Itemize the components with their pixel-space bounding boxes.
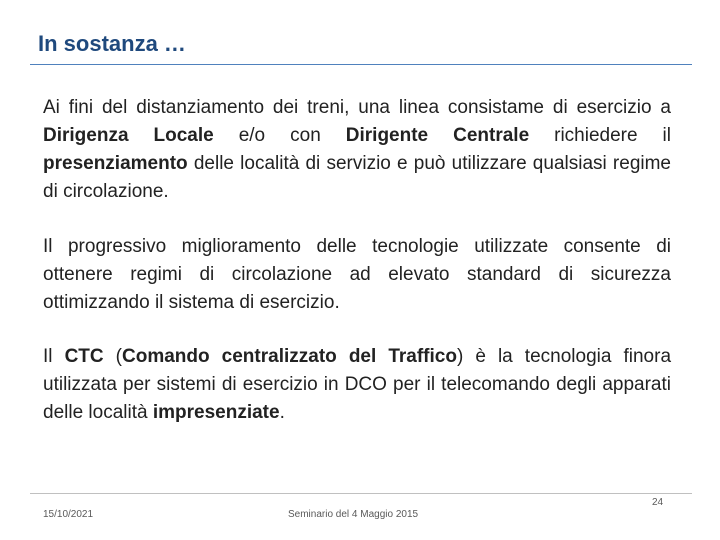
footer-center-text: Seminario del 4 Maggio 2015 — [288, 509, 419, 520]
paragraph-3 — [43, 343, 671, 427]
paragraph-2 — [43, 233, 671, 317]
bold-text-run: Comando centralizzato del Traffico — [122, 346, 457, 367]
slide-title: In sostanza … — [38, 31, 186, 56]
bold-text-run: impresenziate — [152, 402, 280, 423]
text-run: . — [279, 402, 285, 423]
bold-text-run: CTC — [64, 346, 104, 367]
text-run: Il — [43, 346, 65, 367]
text-run: Il progressivo miglioramento delle tecnologie utilizzate consente di ottenere regimi di circolazione ad elevato standard di sicurezza ottimizzando il sistema di esercizio. — [43, 236, 671, 313]
text-run: Ai fini del distanziamento dei treni, una linea consistame di esercizio a — [43, 97, 671, 118]
text-run: richiedere il — [529, 125, 672, 146]
footer-date: 15/10/2021 — [43, 509, 94, 520]
bold-text-run: Dirigenza Locale — [43, 125, 214, 146]
title-divider — [30, 64, 692, 65]
text-run: delle località di servizio e può utilizzare qualsiasi regime di circolazione. — [43, 153, 671, 202]
paragraph-1 — [43, 94, 671, 206]
text-run: ( — [103, 346, 123, 367]
page-number: 24 — [652, 497, 664, 508]
footer-divider — [30, 493, 692, 494]
text-run: e/o con — [213, 125, 346, 146]
text-run: ) è la tecnologia finora utilizzata per sistemi di esercizio in DCO per il telecomando degli apparati delle località — [43, 346, 672, 423]
bold-text-run: Dirigente Centrale — [345, 125, 530, 146]
bold-text-run: presenziamento — [43, 153, 188, 174]
